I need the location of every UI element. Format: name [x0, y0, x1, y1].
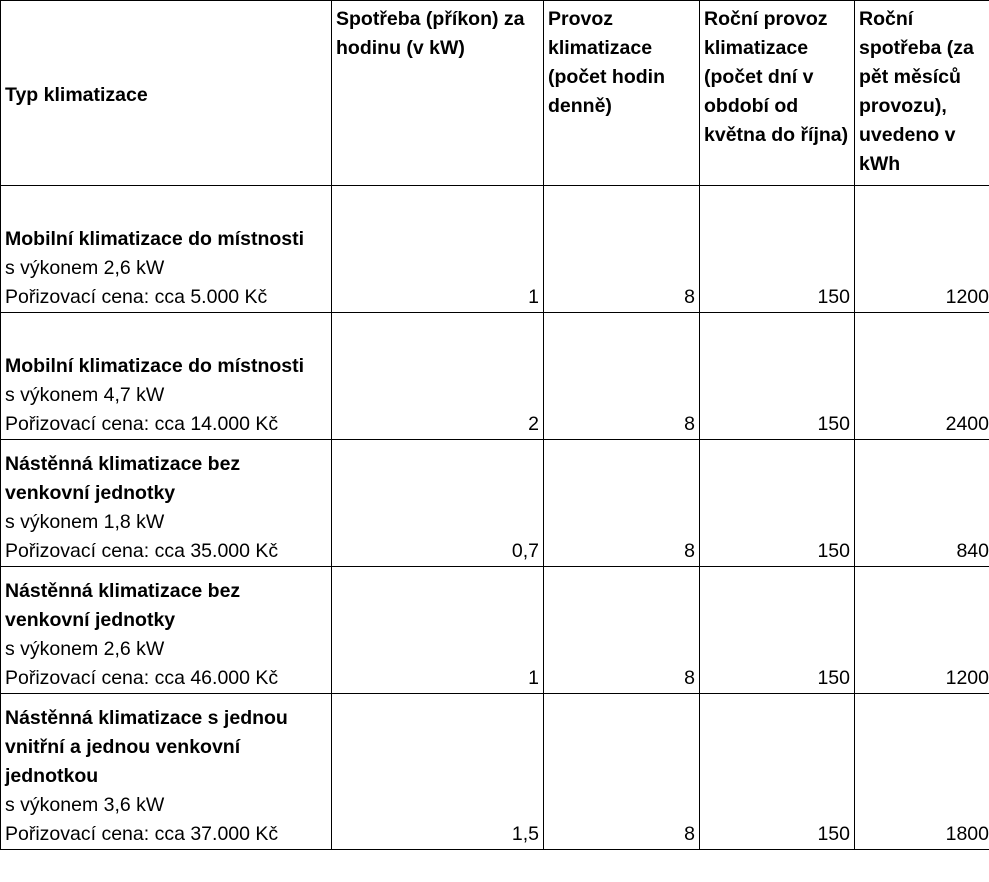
ac-power: s výkonem 2,6 kW: [5, 638, 165, 660]
type-cell: [1, 694, 332, 850]
days-cell: 150: [700, 313, 855, 440]
days-cell: 150: [700, 186, 855, 313]
table-row: [1, 694, 989, 850]
ac-name: Nástěnná klimatizace bez venkovní jednotky: [5, 580, 241, 631]
annual-cell: 1200: [855, 186, 989, 313]
consumption-cell: 1: [332, 567, 544, 694]
annual-cell: 2400: [855, 313, 989, 440]
ac-price: Pořizovací cena: cca 46.000 Kč: [5, 667, 279, 689]
consumption-cell: 0,7: [332, 440, 544, 567]
ac-name: Mobilní klimatizace do místnosti: [5, 228, 305, 250]
annual-cell: 840: [855, 440, 989, 567]
days-cell: 150: [700, 567, 855, 694]
hours-cell: 8: [544, 567, 700, 694]
table-row: [1, 186, 989, 313]
ac-price: Pořizovací cena: cca 14.000 Kč: [5, 413, 279, 435]
consumption-cell: 1: [332, 186, 544, 313]
ac-price: Pořizovací cena: cca 5.000 Kč: [5, 286, 268, 308]
hours-cell: 8: [544, 694, 700, 850]
type-cell: [1, 313, 332, 440]
ac-power: s výkonem 1,8 kW: [5, 511, 165, 533]
table-row: [1, 567, 989, 694]
days-cell: 150: [700, 694, 855, 850]
type-cell: [1, 567, 332, 694]
hours-cell: 8: [544, 186, 700, 313]
annual-cell: 1200: [855, 567, 989, 694]
table-row: [1, 313, 989, 440]
header-type: Typ klimatizace: [1, 1, 332, 186]
header-annual: Roční spotřeba (za pět měsíců provozu), uvedeno v kWh: [855, 1, 989, 186]
type-cell: [1, 440, 332, 567]
header-days: Roční provoz klimatizace (počet dní v období od května do října): [700, 1, 855, 186]
header-row: [1, 1, 989, 186]
hours-cell: 8: [544, 440, 700, 567]
ac-name: Mobilní klimatizace do místnosti: [5, 355, 305, 377]
ac-power: s výkonem 4,7 kW: [5, 384, 165, 406]
ac-price: Pořizovací cena: cca 35.000 Kč: [5, 540, 279, 562]
table-row: [1, 440, 989, 567]
consumption-cell: 2: [332, 313, 544, 440]
ac-power: s výkonem 3,6 kW: [5, 794, 165, 816]
header-hours: Provoz klimatizace (počet hodin denně): [544, 1, 700, 186]
ac-name: Nástěnná klimatizace bez venkovní jednotky: [5, 453, 241, 504]
ac-power: s výkonem 2,6 kW: [5, 257, 165, 279]
ac-price: Pořizovací cena: cca 37.000 Kč: [5, 823, 279, 845]
ac-name: Nástěnná klimatizace s jednou vnitřní a jednou venkovní jednotkou: [5, 707, 288, 787]
days-cell: 150: [700, 440, 855, 567]
header-consumption: Spotřeba (příkon) za hodinu (v kW): [332, 1, 544, 186]
annual-cell: 1800: [855, 694, 989, 850]
type-cell: [1, 186, 332, 313]
hours-cell: 8: [544, 313, 700, 440]
consumption-cell: 1,5: [332, 694, 544, 850]
